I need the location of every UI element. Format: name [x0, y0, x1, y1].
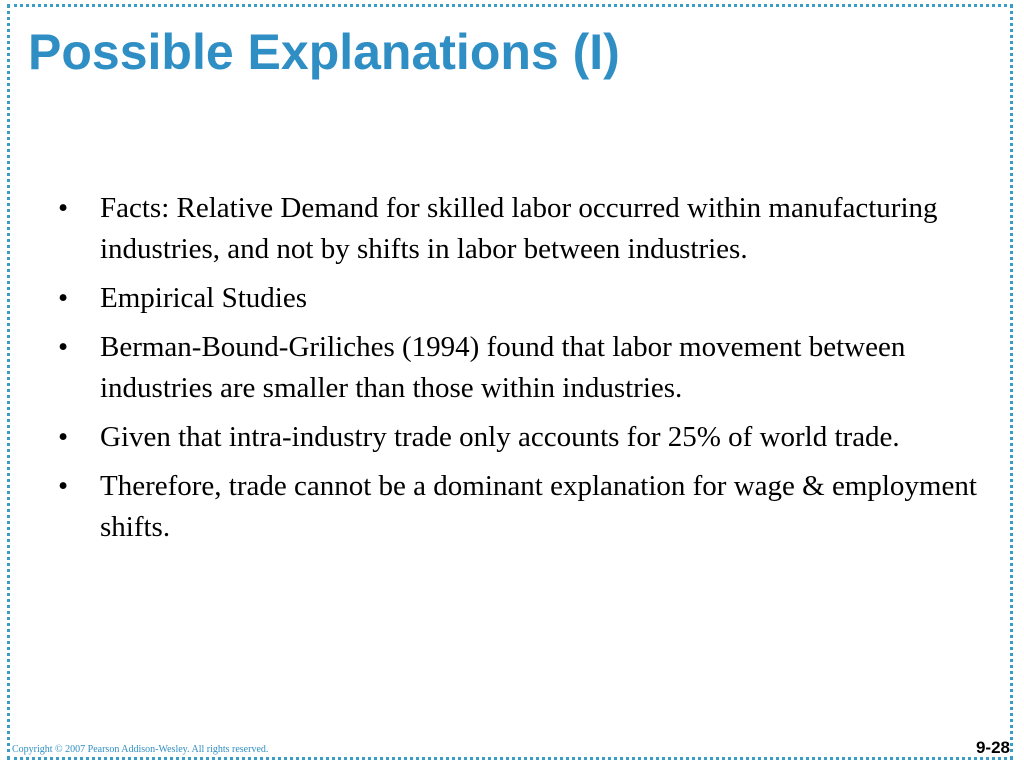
bullet-point-icon: • [58, 192, 69, 224]
bullet-item-berman-bound-griliches [58, 327, 978, 409]
page-number: 9-28 [975, 738, 1010, 757]
bullet-text: Therefore, trade cannot be a dominant explanation for wage & employment shifts. [100, 470, 977, 543]
bullet-point-icon: • [58, 331, 69, 363]
bullet-item-intra-industry-trade [58, 417, 978, 458]
bullet-point-icon: • [58, 282, 69, 314]
bullet-text: Given that intra-industry trade only accounts for 25% of world trade. [100, 421, 900, 453]
bullet-text: Facts: Relative Demand for skilled labor occurred within manufacturing industries, and not by shifts in labor between industries. [100, 192, 938, 265]
bullet-point-icon: • [58, 421, 69, 453]
copyright-notice: Copyright © 2007 Pearson Addison-Wesley. All rights reserved. [12, 744, 269, 755]
bullet-item-conclusion [58, 466, 978, 548]
slide-title: Possible Explanations (I) [28, 24, 620, 80]
bullet-point-icon: • [58, 470, 69, 502]
bullet-item-facts [58, 188, 978, 270]
bullet-item-empirical-studies [58, 278, 978, 319]
bullet-list [58, 188, 978, 556]
bullet-text: Empirical Studies [100, 282, 307, 314]
bullet-text: Berman-Bound-Griliches (1994) found that labor movement between industries are smaller than those within industries. [100, 331, 906, 404]
